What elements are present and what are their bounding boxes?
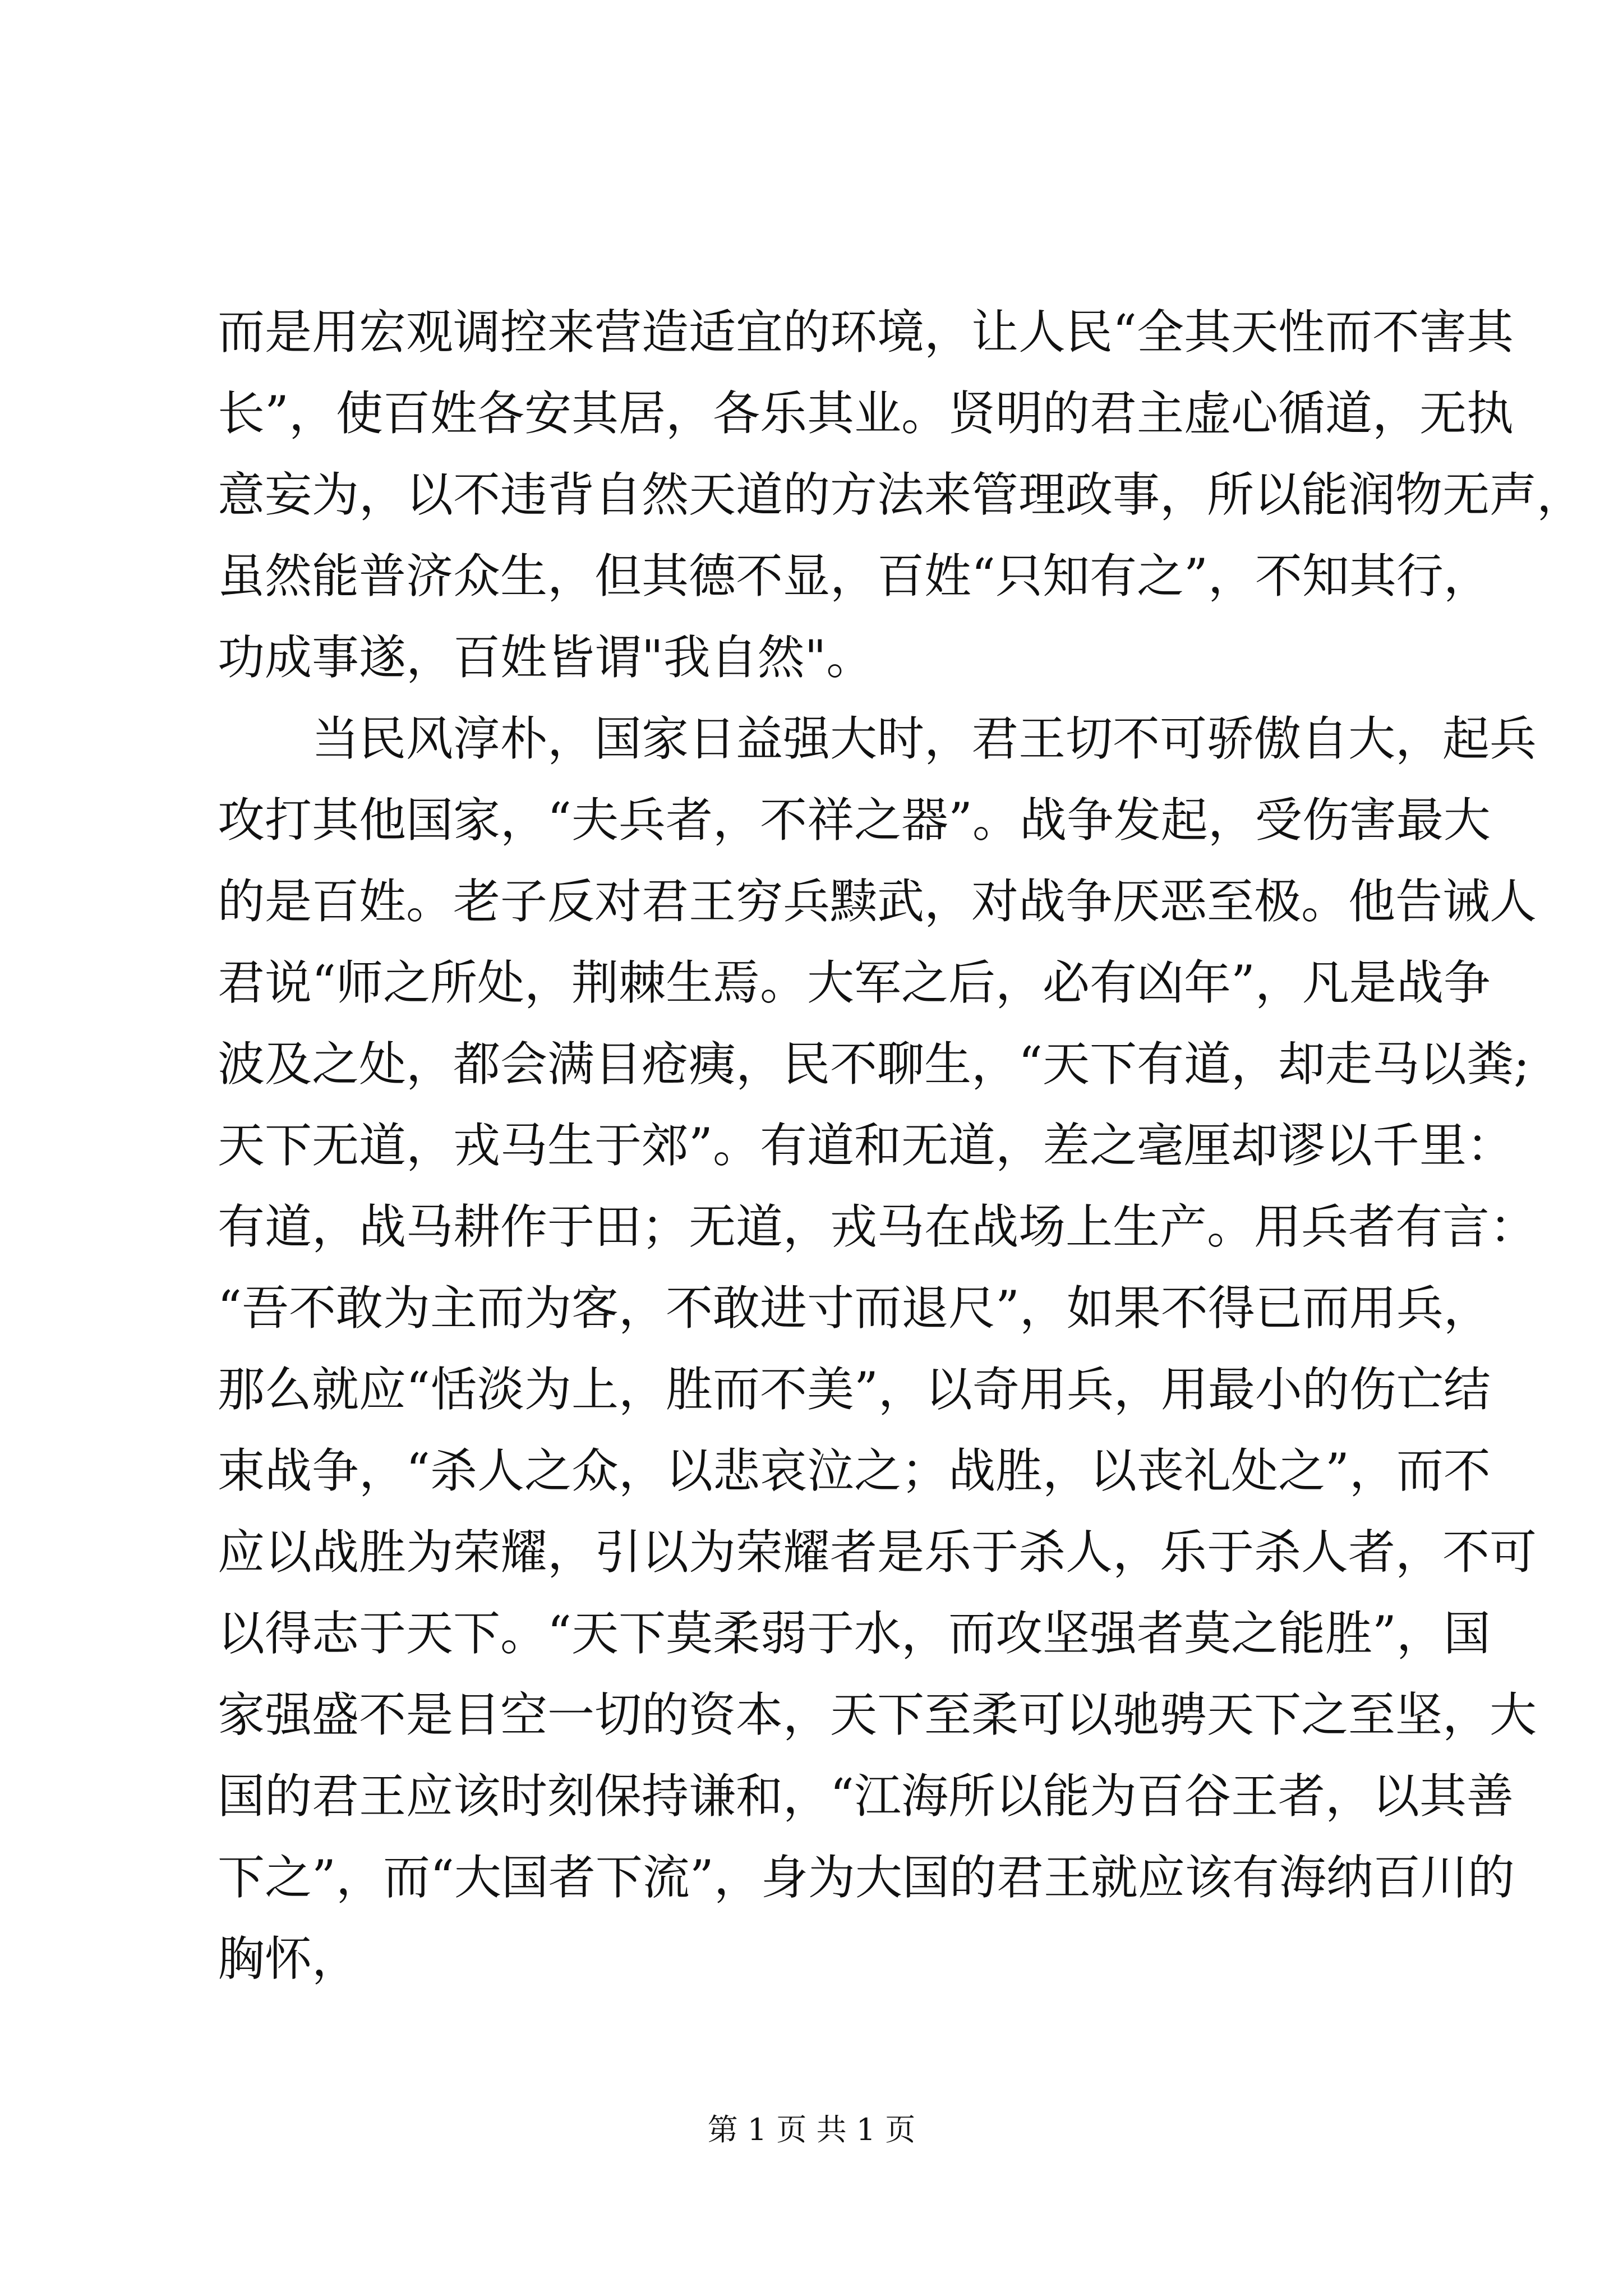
page-footer [0,2110,1623,2150]
body-text [218,292,1584,2000]
text-line: 长”，使百姓各安其居，各乐其业。贤明的君主虚心循道，无执 [218,386,1514,441]
text-line: 攻打其他国家，“夫兵者，不祥之器”。战争发起，受伤害最大 [218,793,1491,848]
text-line: 下之”，而“大国者下流”，身为大国的君王就应该有海纳百川的 [218,1850,1515,1905]
text-line: 君说“师之所处，荆棘生焉。大军之后，必有凶年”，凡是战争 [218,955,1491,1010]
text-line: 天下无道，戎马生于郊”。有道和无道，差之毫厘却谬以千里： [218,1118,1514,1173]
text-line: 功成事遂，百姓皆谓"我自然"。 [218,630,874,685]
text-line: 国的君王应该时刻保持谦和，“江海所以能为百谷王者，以其善 [218,1769,1514,1824]
text-line: 家强盛不是目空一切的资本，天下至柔可以驰骋天下之至坚，大 [218,1687,1537,1742]
text-line: “吾不敢为主而为客，不敢进寸而退尺”，如果不得已而用兵， [218,1281,1491,1336]
text-line: 应以战胜为荣耀，引以为荣耀者是乐于杀人，乐于杀人者，不可 [218,1525,1537,1580]
text-line: 有道，战马耕作于田；无道，戎马在战场上生产。用兵者有言： [218,1199,1537,1254]
text-line: 那么就应“恬淡为上，胜而不美”，以奇用兵，用最小的伤亡结 [218,1362,1491,1417]
text-line: 的是百姓。老子反对君王穷兵黩武，对战争厌恶至极。他告诫人 [218,874,1537,929]
text-line: 以得志于天下。“天下莫柔弱于水，而攻坚强者莫之能胜”，国 [218,1606,1491,1661]
text-line: 意妄为，以不违背自然天道的方法来管理政事，所以能润物无声， [218,467,1584,522]
text-line: 波及之处，都会满目疮痍，民不聊生，“天下有道，却走马以粪; [218,1037,1530,1092]
text-line: 而是用宏观调控来营造适宜的环境，让人民“全其天性而不害其 [218,305,1514,360]
text-line: 当民风淳朴，国家日益强大时，君王切不可骄傲自大，起兵 [312,711,1537,766]
text-line: 虽然能普济众生，但其德不显，百姓“只知有之”，不知其行， [218,549,1491,604]
page-number-label: 第 1 页 共 1 页 [707,2112,916,2147]
text-line: 束战争，“杀人之众，以悲哀泣之；战胜，以丧礼处之”，而不 [218,1443,1491,1498]
text-line: 胸怀， [218,1931,359,1986]
